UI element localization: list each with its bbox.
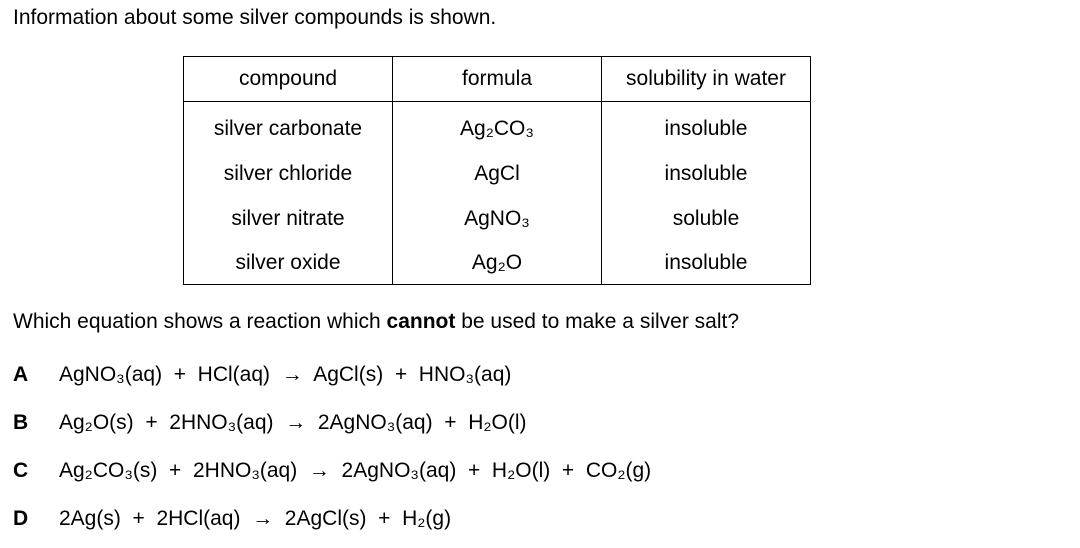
option-a[interactable] (13, 363, 511, 387)
question-text (13, 310, 739, 334)
question-after: be used to make a silver salt? (455, 310, 740, 333)
cell-solubility: insoluble (602, 152, 811, 197)
cell-formula: AgNO₃ (393, 197, 602, 242)
cell-solubility: insoluble (602, 102, 811, 152)
cell-compound: silver oxide (184, 242, 393, 285)
table-row (184, 242, 811, 285)
table-header-row (184, 57, 811, 102)
header-solubility: solubility in water (602, 57, 811, 102)
table-row (184, 152, 811, 197)
table-row (184, 102, 811, 152)
option-d[interactable] (13, 507, 451, 531)
cell-solubility: insoluble (602, 242, 811, 285)
cell-formula: Ag₂O (393, 242, 602, 285)
intro-text: Information about some silver compounds is shown. (13, 6, 497, 29)
option-letter: D (13, 507, 29, 530)
cell-formula: AgCl (393, 152, 602, 197)
cell-compound: silver carbonate (184, 102, 393, 152)
option-equation: 2Ag(s) + 2HCl(aq) → 2AgCl(s) + H₂(g) (59, 507, 452, 530)
option-equation: Ag₂CO₃(s) + 2HNO₃(aq) → 2AgNO₃(aq) + H₂O(l) + CO₂(g) (59, 459, 652, 482)
table-row (184, 197, 811, 242)
option-b[interactable] (13, 411, 527, 435)
header-formula: formula (393, 57, 602, 102)
question-emphasis: cannot (386, 310, 456, 333)
option-letter: B (13, 411, 29, 434)
question-before: Which equation shows a reaction which (13, 310, 387, 333)
silver-compounds-table (183, 56, 811, 285)
header-compound: compound (184, 57, 393, 102)
cell-solubility: soluble (602, 197, 811, 242)
option-equation: Ag₂O(s) + 2HNO₃(aq) → 2AgNO₃(aq) + H₂O(l) (59, 411, 527, 434)
option-letter: A (13, 363, 29, 386)
option-c[interactable] (13, 459, 651, 483)
cell-compound: silver nitrate (184, 197, 393, 242)
option-equation: AgNO₃(aq) + HCl(aq) → AgCl(s) + HNO₃(aq) (59, 363, 512, 386)
option-letter: C (13, 459, 29, 482)
cell-compound: silver chloride (184, 152, 393, 197)
cell-formula: Ag₂CO₃ (393, 102, 602, 152)
